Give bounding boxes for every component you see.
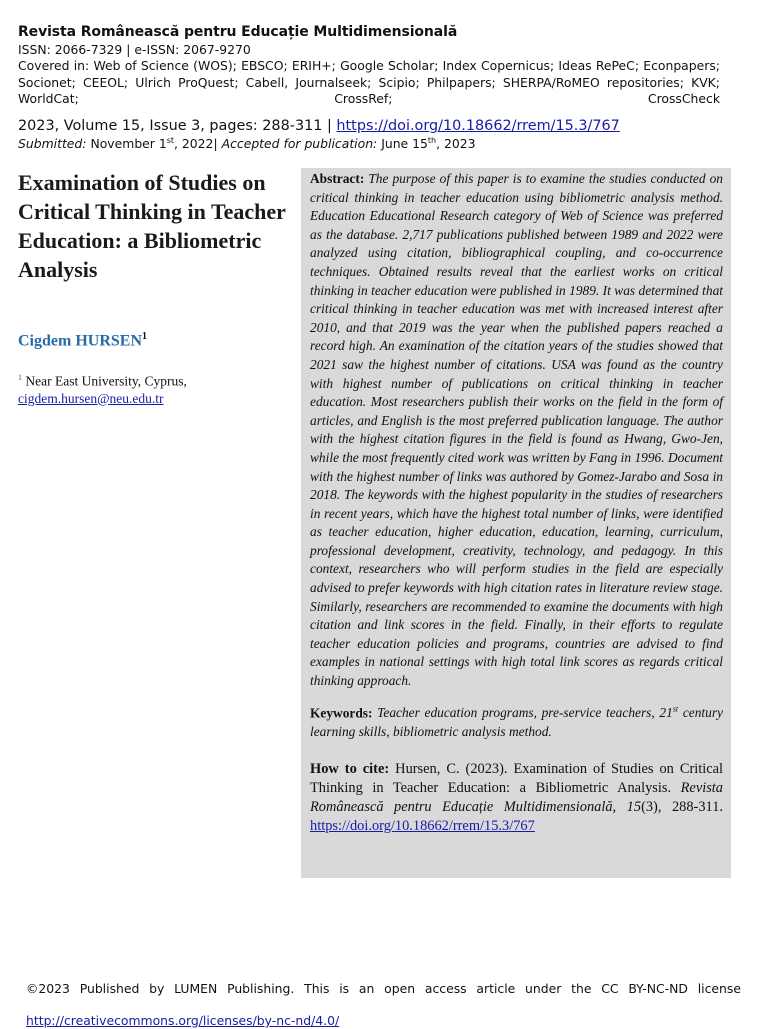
abstract-panel [301, 168, 731, 878]
indexing-coverage: Covered in: Web of Science (WOS); EBSCO; ERIH+; Google Scholar; Index Copernicus; Ideas RePeC; Econpapers; Socionet; CEEOL; Ulrich ProQuest; Cabell, Journalseek; Scipio; Philpapers; SHERPA/RoMEO repositories; KVK; WorldCat; CrossRef; CrossCheck [18, 58, 720, 106]
author-superscript: 1 [142, 331, 148, 342]
date-separator: | [213, 136, 218, 152]
journal-header [18, 24, 720, 124]
keywords-label: Keywords: [310, 705, 373, 721]
doi-link[interactable]: https://doi.org/10.18662/rrem/15.3/767 [336, 118, 620, 134]
author-affiliation [18, 369, 278, 407]
how-to-cite-paragraph [310, 760, 723, 836]
citation-doi-link[interactable]: https://doi.org/10.18662/rrem/15.3/767 [310, 818, 535, 835]
article-title: Examination of Studies on Critical Thinking in Teacher Education: a Bibliometric Analysis [18, 170, 286, 282]
keywords-paragraph [310, 701, 723, 742]
keywords-text: Teacher education programs, pre-service teachers, 21st century learning skills, bibliometric analysis method. [310, 704, 723, 739]
author-email-link[interactable]: cigdem.hursen@neu.edu.tr [18, 390, 164, 406]
accepted-date: June 15th, 2023 [381, 136, 476, 152]
citation-text: Hursen, C. (2023). Examination of Studies on Critical Thinking in Teacher Education: a Bibliometric Analysis. [310, 761, 723, 797]
abstract-paragraph [310, 170, 723, 691]
license-link[interactable]: http://creativecommons.org/licenses/by-nc-nd/4.0/ [26, 1013, 340, 1028]
affiliation-superscript: 1 [18, 373, 22, 382]
author-name: Cigdem HURSEN$^1$ [18, 331, 148, 350]
abstract-text: The purpose of this paper is to examine the studies conducted on critical thinking in teacher education using bibliometric analysis method. Education Educational Research category of Web of Science was preferred as the database. 2,717 publications published between 1989 and 2022 were analyzed using citation, bibliographical coupling, and co-occurrence techniques. Obtained results reveal that the earliest works on critical thinking in teacher education were published in 1989. It was determined that critical thinking in teacher education was met with increased interest after 2010, and that 2019 was the year when the published papers reached a record high. An examination of the citation years of the studies showed that 2021 saw the highest number of citations. USA was found as the country with highest number of publications on critical thinking in teacher education. Most researchers publish their works on the field in the form of articles, and English is the most preferred publication language. The author with the highest citation figures in the field is found as Hwang, Gwo-Jen, while the most frequently cited work was written by Fang in 1996. Document with the highest number of links was authored by Gomez-Jarabo and Sosa in 2018. The keywords with the highest popularity in the studies of researchers in recent years, which have the highest total number of links, were identified as teacher education, higher education, education, learning, curriculum, professional development, creativity, technology, and pedagogy. In this context, researchers who will perform studies in the field are especially advised to prefer keywords with high citation rates in literature review stage. Similarly, researchers are recommended to examine the documents with high citation and link scores in the field. Finally, in their efforts to regulate teacher education policies and programs, countries are advised to find examples in national settings with high total link scores as regards critical thinking approach. [310, 171, 723, 689]
citation-volume: 15 [626, 799, 642, 816]
accepted-label: Accepted for publication: [221, 136, 378, 152]
citation-journal: Revista Românească pentru Educație Multidimensională, [310, 780, 723, 816]
submitted-label: Submitted: [18, 136, 87, 152]
journal-title: Revista Românească pentru Educație Multidimensională [18, 24, 458, 40]
submitted-date: November 1st, 2022 [90, 136, 214, 152]
license-text: ©2023 Published by LUMEN Publishing. This is an open access article under the CC BY-NC-ND license [26, 981, 741, 996]
how-to-cite-label: How to cite: [310, 761, 390, 778]
abstract-label: Abstract: [310, 171, 365, 186]
submission-dates [18, 136, 476, 151]
citation-issue-pages: (3), 288-311. [641, 799, 723, 816]
license-footer [26, 981, 741, 1029]
volume-info: 2023, Volume 15, Issue 3, pages: 288-311 | [18, 118, 332, 134]
volume-line [18, 118, 620, 134]
issn-line: ISSN: 2066-7329 | e-ISSN: 2067-9270 [18, 42, 251, 57]
affiliation-text: Near East University, Cyprus, [25, 373, 187, 389]
